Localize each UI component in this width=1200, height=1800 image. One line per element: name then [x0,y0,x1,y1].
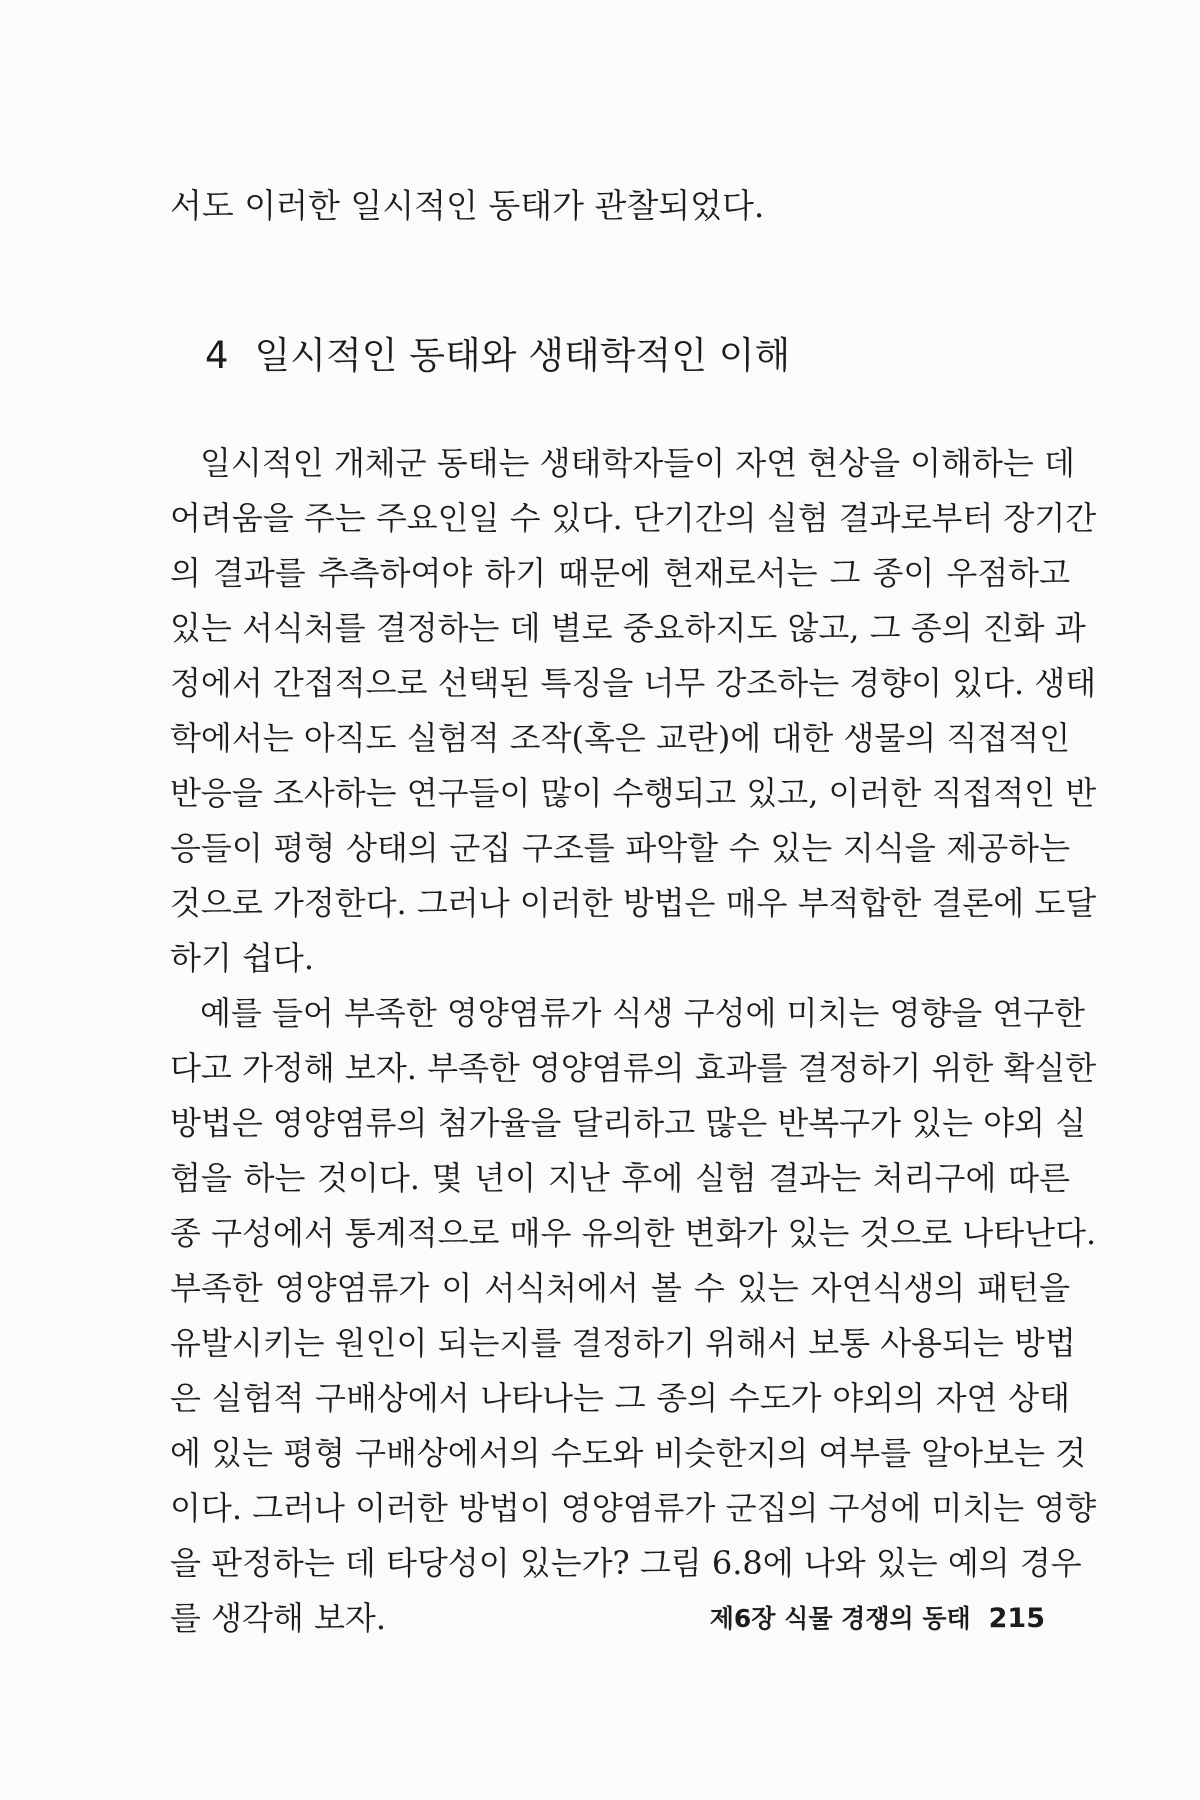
text-line: 다고 가정해 보자. 부족한 영양염류의 효과를 결정하기 위한 확실한 [170,1049,1097,1087]
text-line: 의 결과를 추측하여야 하기 때문에 현재로서는 그 종이 우점하고 [170,554,1070,592]
text-line: 정에서 간접적으로 선택된 특징을 너무 강조하는 경향이 있다. 생태 [170,664,1097,702]
text-line: 유발시키는 원인이 되는지를 결정하기 위해서 보통 사용되는 방법 [170,1324,1076,1362]
text-line: 이다. 그러나 이러한 방법이 영양염류가 군집의 구성에 미치는 영향 [170,1489,1097,1527]
text-line: 를 생각해 보자. [170,1599,386,1637]
body-text [170,436,1097,1646]
paragraph [170,986,1097,1646]
text-line: 하기 쉽다. [170,939,314,977]
text-line: 종 구성에서 통계적으로 매우 유의한 변화가 있는 것으로 나타난다. [170,1214,1097,1252]
text-line: 부족한 영양염류가 이 서식처에서 볼 수 있는 자연식생의 패턴을 [170,1269,1070,1307]
running-footer [710,1603,1045,1635]
section-heading [205,334,790,378]
text-line: 반응을 조사하는 연구들이 많이 수행되고 있고, 이러한 직접적인 반 [170,774,1097,812]
text-line: 방법은 영양염류의 첨가율을 달리하고 많은 반복구가 있는 야외 실 [170,1104,1087,1142]
text-line: 험을 하는 것이다. 몇 년이 지난 후에 실험 결과는 처리구에 따른 [170,1159,1070,1197]
text-line: 예를 들어 부족한 영양염류가 식생 구성에 미치는 영향을 연구한 [200,994,1086,1032]
continued-text-line: 서도 이러한 일시적인 동태가 관찰되었다. [170,186,765,225]
section-title: 일시적인 동태와 생태학적인 이해 [254,334,791,377]
text-line: 어려움을 주는 주요인일 수 있다. 단기간의 실험 결과로부터 장기간 [170,499,1097,537]
text-line: 있는 서식처를 결정하는 데 별로 중요하지도 않고, 그 종의 진화 과 [170,609,1086,647]
text-line: 학에서는 아직도 실험적 조작(혹은 교란)에 대한 생물의 직접적인 [170,719,1070,757]
chapter-title: 제6장 식물 경쟁의 동태 [709,1604,971,1633]
text-line: 에 있는 평형 구배상에서의 수도와 비슷한지의 여부를 알아보는 것 [170,1434,1087,1472]
page-number: 215 [988,1603,1045,1634]
paragraph [170,436,1097,986]
text-line: 응들이 평형 상태의 군집 구조를 파악할 수 있는 지식을 제공하는 [170,829,1070,867]
text-line: 일시적인 개체군 동태는 생태학자들이 자연 현상을 이해하는 데 [200,444,1075,482]
text-line: 은 실험적 구배상에서 나타나는 그 종의 수도가 야외의 자연 상태 [170,1379,1070,1417]
text-line: 을 판정하는 데 타당성이 있는가? 그림 6.8에 나와 있는 예의 경우 [170,1544,1082,1582]
text-line: 것으로 가정한다. 그러나 이러한 방법은 매우 부적합한 결론에 도달 [170,884,1097,922]
section-number: 4 [205,334,229,377]
